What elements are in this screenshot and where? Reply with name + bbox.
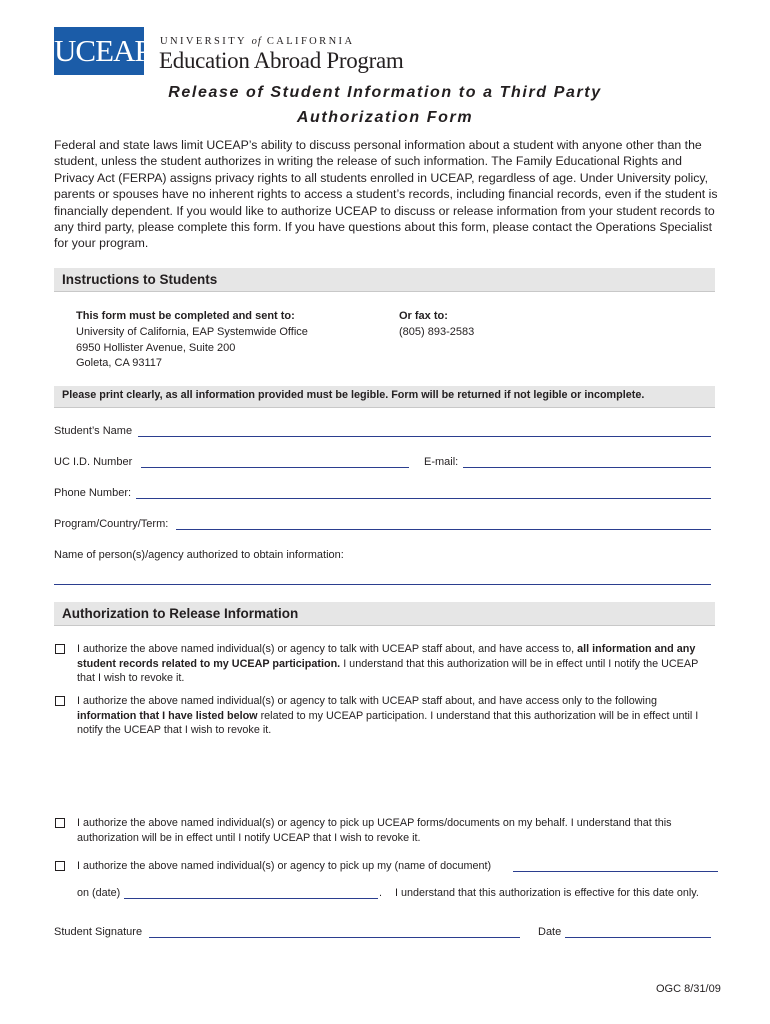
fax-label: Or fax to:	[399, 310, 448, 322]
legibility-notice: Please print clearly, as all information provided must be legible. Form will be returned if not legible or incomplete.	[62, 389, 645, 401]
authorize-pickup-forms-checkbox[interactable]	[55, 818, 65, 828]
authorize-listed-info-text: I authorize the above named individual(s) or agency to talk with UCEAP staff about, and have access only to the following information that I have listed below related to my UCEAP participation. I understand that this authorization will be in effect until I notify the UCEAP that I wish to revoke it.	[77, 695, 699, 737]
document-name-field[interactable]	[513, 871, 718, 872]
authorize-pickup-document-checkbox[interactable]	[55, 861, 65, 871]
student-signature-field[interactable]	[149, 937, 520, 938]
intro-paragraph: Federal and state laws limit UCEAP’s ability to discuss personal information about a student with anyone other than the student, unless the student authorizes in writing the release of such information. The Family Educational Rights and Privacy Act (FERPA) assigns privacy rights to all students enrolled in UCEAP, regardless of age. Under University policy, parents or spouses have no inherent rights to access a student’s records, including financial records, even if the student is financially dependent. If you would like to authorize UCEAP to discuss or release information from your student records to any third party, please complete this form. If you have questions about this form, please contact the Operations Specialist for your program.	[54, 138, 718, 251]
authorize-all-info-checkbox[interactable]	[55, 644, 65, 654]
student-signature-label: Student Signature	[54, 926, 143, 938]
program-field[interactable]	[176, 529, 711, 530]
authorize-pickup-document-text: I authorize the above named individual(s) or agency to pick up my (name of document)	[77, 860, 492, 872]
send-to-label: This form must be completed and sent to:	[76, 310, 295, 322]
form-subtitle: Authorization Form	[296, 109, 474, 126]
on-date-period: .	[379, 887, 382, 899]
student-name-label: Student’s Name	[54, 425, 133, 437]
signature-date-label: Date	[538, 926, 562, 938]
uc-id-field[interactable]	[141, 467, 409, 468]
authorized-person-label: Name of person(s)/agency authorized to obtain information:	[54, 549, 344, 561]
pickup-date-field[interactable]	[124, 898, 378, 899]
phone-field[interactable]	[136, 498, 711, 499]
uceap-logo: UCEAP	[54, 27, 144, 75]
authorized-person-field[interactable]	[54, 584, 711, 585]
mailing-address-block	[76, 309, 308, 372]
authorization-heading: Authorization to Release Information	[62, 606, 299, 621]
fax-number: (805) 893-2583	[399, 325, 475, 338]
form-code: OGC 8/31/09	[656, 983, 721, 995]
signature-date-field[interactable]	[565, 937, 711, 938]
address-line: University of California, EAP Systemwide Office	[76, 325, 308, 338]
address-line: 6950 Hollister Avenue, Suite 200	[76, 341, 236, 354]
university-of-california: UNIVERSITY of CALIFORNIA	[160, 36, 355, 47]
uc-id-label: UC I.D. Number	[54, 456, 133, 468]
program-label: Program/Country/Term:	[54, 518, 169, 530]
authorize-pickup-forms-text: I authorize the above named individual(s) or agency to pick up UCEAP forms/documents on my behalf. I understand that this authorization will be in effect until I notify UCEAP that I wish to revoke it.	[77, 817, 672, 844]
email-label: E-mail:	[424, 456, 459, 468]
fax-block	[399, 309, 474, 341]
student-name-field[interactable]	[138, 436, 711, 437]
form-title: Release of Student Information to a Third Party	[168, 84, 602, 101]
instructions-heading: Instructions to Students	[62, 272, 218, 287]
effective-date-note: I understand that this authorization is effective for this date only.	[395, 887, 699, 899]
authorize-all-info-text: I authorize the above named individual(s) or agency to talk with UCEAP staff about, and have access to, all information and any student records related to my UCEAP participation. I understand that this authorization will be in effect until I notify the UCEAP that I wish to revoke it.	[77, 643, 699, 685]
on-date-label: on (date)	[77, 887, 121, 899]
phone-label: Phone Number:	[54, 487, 132, 499]
email-field[interactable]	[463, 467, 711, 468]
address-line: Goleta, CA 93117	[76, 357, 163, 370]
authorize-listed-info-checkbox[interactable]	[55, 696, 65, 706]
program-name: Education Abroad Program	[159, 48, 404, 73]
